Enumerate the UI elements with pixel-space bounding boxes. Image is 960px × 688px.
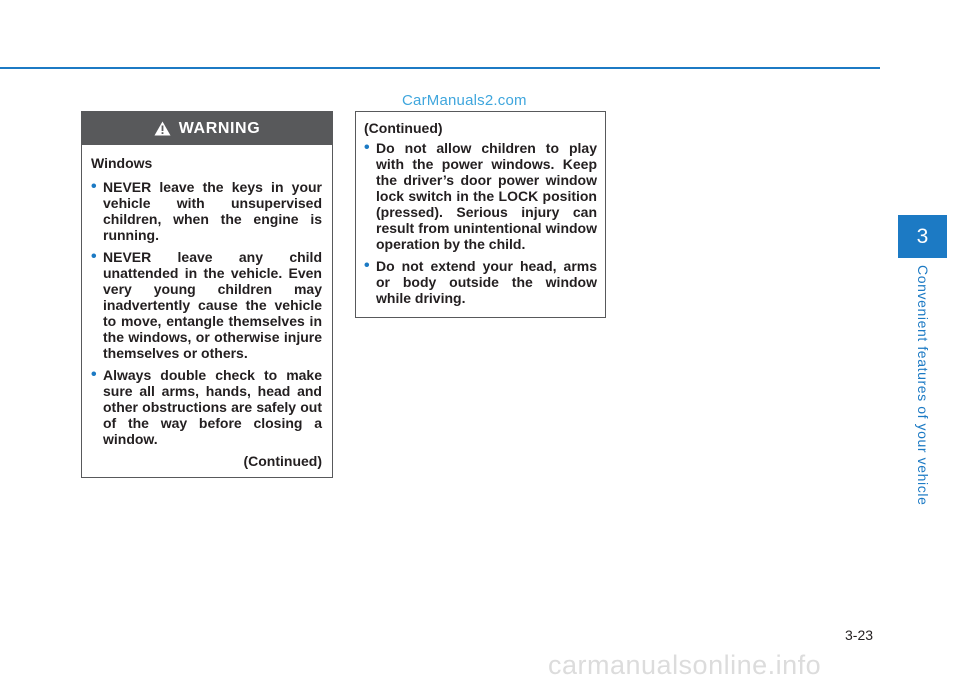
warning-header <box>82 112 332 145</box>
warning-title: WARNING <box>178 119 261 137</box>
continued-label: (Continued) <box>243 453 322 469</box>
continued-box <box>355 111 606 318</box>
continued-heading: (Continued) <box>364 120 443 136</box>
list-item: • NEVER leave any child unattended in the vehicle. Even very young children may inadvertently cause the vehicle to move, entangle themselves in the windows, or otherwise injure themselves or others. <box>91 249 322 361</box>
watermark-top[interactable]: CarManuals2.com <box>402 92 527 109</box>
page-number: 3-23 <box>845 627 874 643</box>
list-item: • NEVER leave the keys in your vehicle with unsupervised children, when the engine is running. <box>91 179 322 243</box>
watermark-bottom[interactable]: carmanualsonline.info <box>548 650 822 680</box>
section-heading: Windows <box>91 155 153 171</box>
chapter-tab[interactable] <box>898 215 947 258</box>
list-item: • Do not allow children to play with the power windows. Keep the driver’s door power window lock switch in the LOCK position (pressed). Serious injury can result from unintentional window operation by the child. <box>364 140 597 252</box>
continued-list <box>364 140 597 306</box>
continued-content <box>356 112 605 306</box>
warning-box <box>81 111 333 478</box>
chapter-number: 3 <box>916 224 929 248</box>
warning-list <box>91 179 322 447</box>
header-rule <box>0 67 880 69</box>
warning-triangle-icon <box>154 121 171 136</box>
list-item: • Do not extend your head, arms or body outside the window while driving. <box>364 258 597 306</box>
warning-content <box>82 145 332 469</box>
list-item: • Always double check to make sure all arms, hands, head and other obstructions are safely out of the way before closing a window. <box>91 367 322 447</box>
chapter-title: Convenient features of your vehicle <box>915 265 931 506</box>
